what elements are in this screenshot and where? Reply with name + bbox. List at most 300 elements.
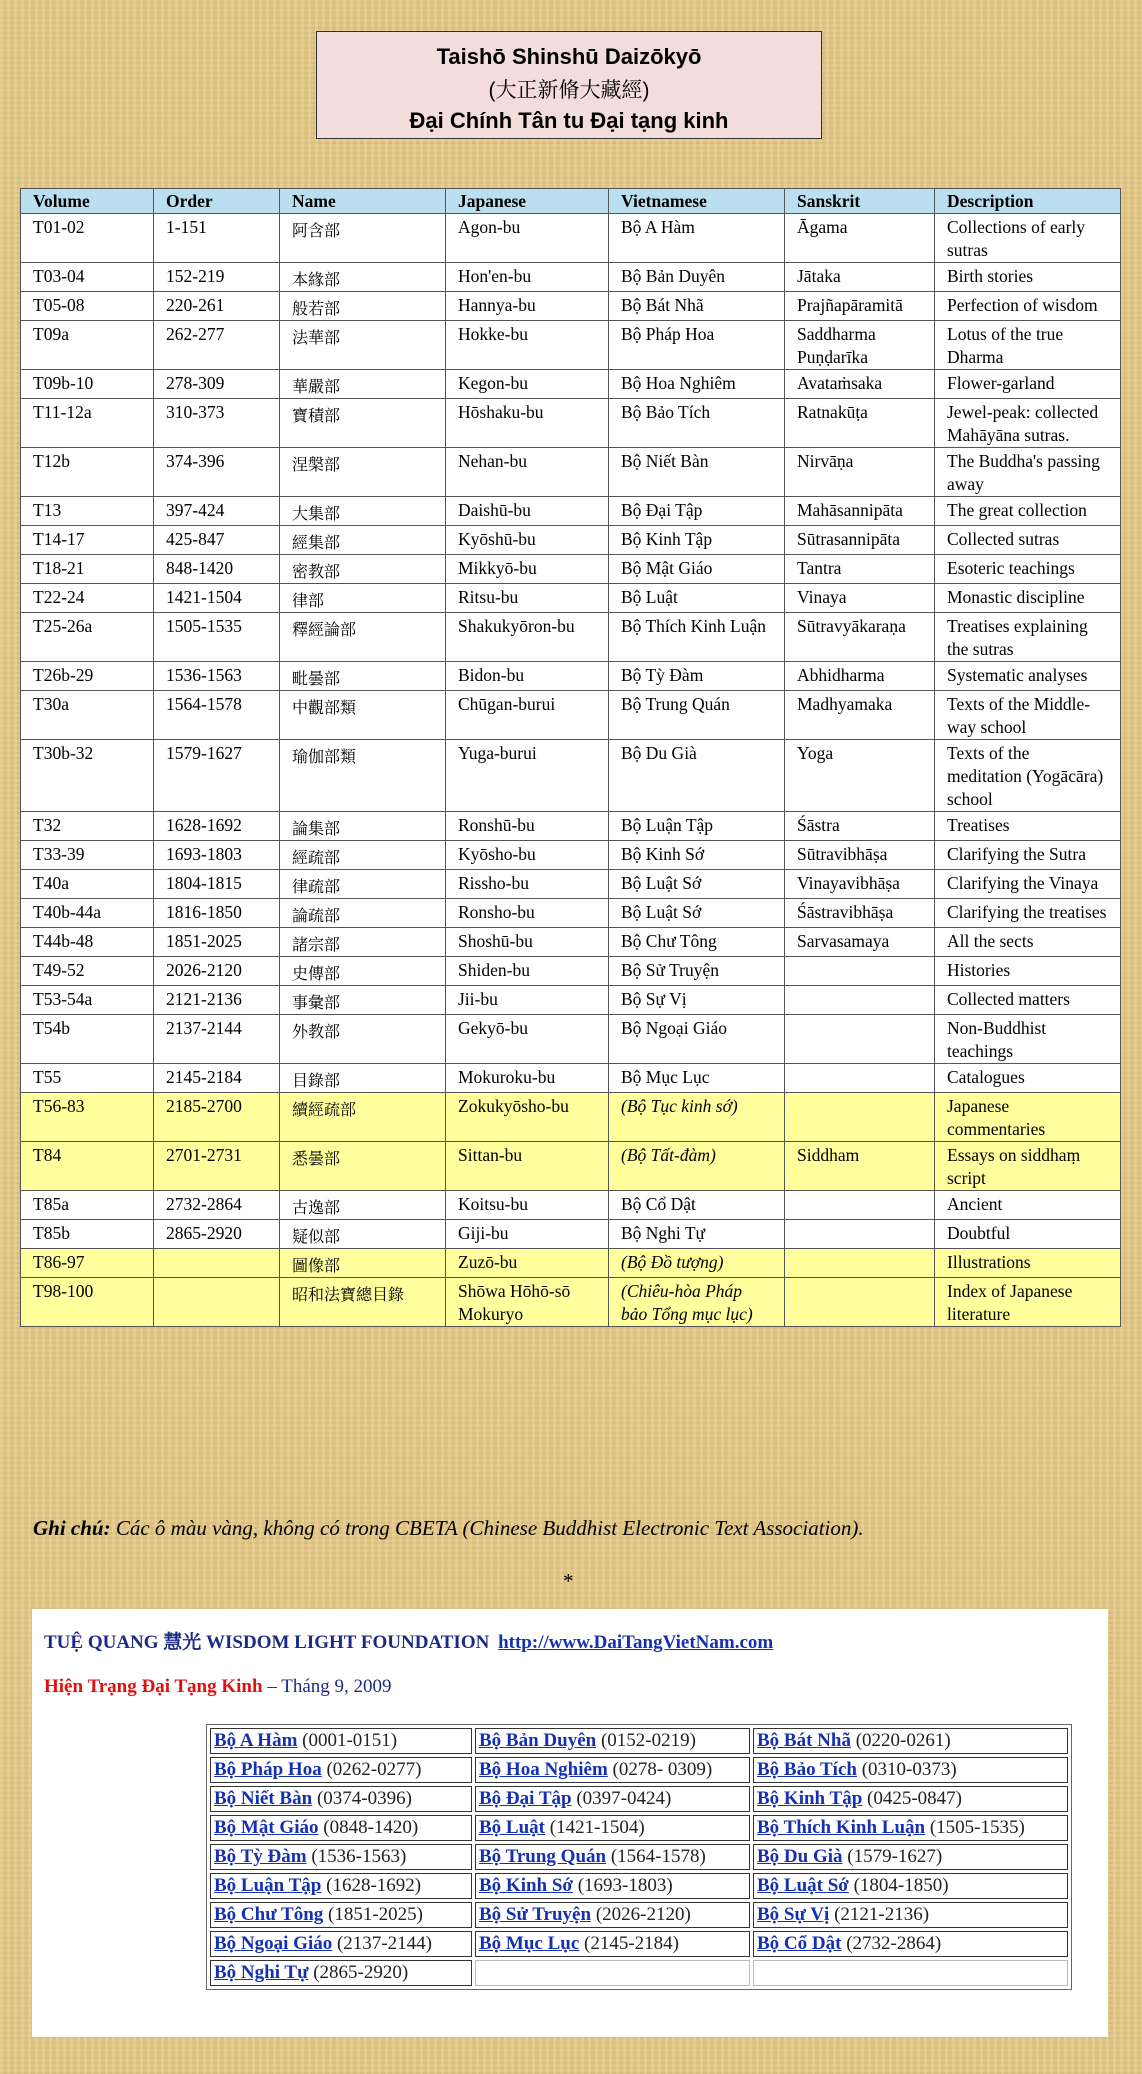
cell-vietnamese: (Bộ Đồ tượng) xyxy=(609,1249,785,1278)
table-row xyxy=(21,899,1121,928)
cell-vietnamese: Bộ Sự Vị xyxy=(609,986,785,1015)
cell-japanese: Shiden-bu xyxy=(446,957,609,986)
cell-volume: T18-21 xyxy=(21,555,154,584)
cell-name: 經疏部 xyxy=(280,841,446,870)
index-range: (0848-1420) xyxy=(323,1817,419,1838)
cell-order: 1536-1563 xyxy=(154,662,280,691)
index-link[interactable]: Bộ Kinh Sớ xyxy=(479,1875,573,1896)
table-row xyxy=(21,214,1121,263)
column-header: Description xyxy=(935,189,1121,214)
table-header-row xyxy=(21,189,1121,214)
cell-volume: T09a xyxy=(21,321,154,370)
cell-vietnamese: Bộ Luận Tập xyxy=(609,812,785,841)
index-link[interactable]: Bộ Kinh Tập xyxy=(757,1788,863,1809)
cell-order: 1505-1535 xyxy=(154,613,280,662)
table-row xyxy=(21,812,1121,841)
table-row xyxy=(21,399,1121,448)
cell-japanese: Hōshaku-bu xyxy=(446,399,609,448)
table-row xyxy=(21,1015,1121,1064)
cell-japanese: Shakukyōron-bu xyxy=(446,613,609,662)
cell-sanskrit: Śāstra xyxy=(785,812,935,841)
cell-volume: T25-26a xyxy=(21,613,154,662)
cell-volume: T86-97 xyxy=(21,1249,154,1278)
cell-japanese: Kyōshū-bu xyxy=(446,526,609,555)
index-range: (1851-2025) xyxy=(328,1904,423,1925)
cell-description: Clarifying the Sutra xyxy=(935,841,1121,870)
cell-name: 毗曇部 xyxy=(280,662,446,691)
table-row xyxy=(21,263,1121,292)
table-row xyxy=(21,613,1121,662)
cell-description: Texts of the Middle-way school xyxy=(935,691,1121,740)
index-range: (1536-1563) xyxy=(311,1846,407,1867)
cell-name: 外教部 xyxy=(280,1015,446,1064)
cell-sanskrit xyxy=(785,1064,935,1093)
cell-vietnamese: Bộ Trung Quán xyxy=(609,691,785,740)
cell-description: Collections of early sutras xyxy=(935,214,1121,263)
cell-vietnamese: (Bộ Tục kinh sớ) xyxy=(609,1093,785,1142)
title-romaji: Taishō Shinshū Daizōkyō xyxy=(436,44,702,69)
index-cell xyxy=(475,1757,750,1783)
cell-vietnamese: Bộ Đại Tập xyxy=(609,497,785,526)
index-cell xyxy=(753,1931,1068,1957)
index-range: (0001-0151) xyxy=(302,1730,398,1751)
cell-description: Non-Buddhist teachings xyxy=(935,1015,1121,1064)
cell-description: Lotus of the true Dharma xyxy=(935,321,1121,370)
table-row xyxy=(21,691,1121,740)
cell-japanese: Kegon-bu xyxy=(446,370,609,399)
index-range: (0397-0424) xyxy=(576,1788,672,1809)
cell-volume: T49-52 xyxy=(21,957,154,986)
index-range: (1421-1504) xyxy=(549,1817,645,1838)
cell-order: 1564-1578 xyxy=(154,691,280,740)
index-link[interactable]: Bộ Luật Sớ xyxy=(757,1875,849,1896)
cell-description: Ancient xyxy=(935,1191,1121,1220)
cell-description: Birth stories xyxy=(935,263,1121,292)
index-row xyxy=(210,1815,1068,1841)
index-cell xyxy=(475,1728,750,1754)
cell-order: 2145-2184 xyxy=(154,1064,280,1093)
cell-vietnamese: Bộ Nghi Tự xyxy=(609,1220,785,1249)
table-row xyxy=(21,1191,1121,1220)
index-cell xyxy=(210,1902,472,1928)
index-range: (2865-2920) xyxy=(313,1962,409,1983)
cell-order: 262-277 xyxy=(154,321,280,370)
cell-japanese: Mokuroku-bu xyxy=(446,1064,609,1093)
index-range: (2026-2120) xyxy=(595,1904,691,1925)
cell-japanese: Yuga-burui xyxy=(446,740,609,812)
cell-name: 密教部 xyxy=(280,555,446,584)
title-chinese: (大正新脩大藏經) xyxy=(488,79,650,102)
table-row xyxy=(21,526,1121,555)
cell-japanese: Daishū-bu xyxy=(446,497,609,526)
status-label: Hiện Trạng Đại Tạng Kinh xyxy=(44,1676,263,1697)
index-cell xyxy=(210,1873,472,1899)
cell-japanese: Shoshū-bu xyxy=(446,928,609,957)
table-row xyxy=(21,321,1121,370)
cell-volume: T14-17 xyxy=(21,526,154,555)
cell-name: 阿含部 xyxy=(280,214,446,263)
cell-volume: T03-04 xyxy=(21,263,154,292)
cell-volume: T33-39 xyxy=(21,841,154,870)
cell-japanese: Koitsu-bu xyxy=(446,1191,609,1220)
index-link[interactable]: Bộ Luật xyxy=(479,1817,545,1838)
cell-order xyxy=(154,1278,280,1327)
index-range: (0262-0277) xyxy=(326,1759,422,1780)
index-cell xyxy=(475,1902,750,1928)
cell-name: 法華部 xyxy=(280,321,446,370)
cell-order: 310-373 xyxy=(154,399,280,448)
cell-volume: T12b xyxy=(21,448,154,497)
cell-sanskrit: Avataṁsaka xyxy=(785,370,935,399)
cell-volume: T40b-44a xyxy=(21,899,154,928)
cell-order: 1816-1850 xyxy=(154,899,280,928)
cell-name: 律疏部 xyxy=(280,870,446,899)
cell-vietnamese: Bộ Chư Tông xyxy=(609,928,785,957)
cell-sanskrit xyxy=(785,986,935,1015)
cell-name: 昭和法寶總目錄 xyxy=(280,1278,446,1327)
cell-name: 寶積部 xyxy=(280,399,446,448)
cell-description: The Buddha's passing away xyxy=(935,448,1121,497)
cell-order: 425-847 xyxy=(154,526,280,555)
index-link[interactable]: Bộ Sử Truyện xyxy=(479,1904,592,1925)
cell-japanese: Hokke-bu xyxy=(446,321,609,370)
index-range: (1579-1627) xyxy=(847,1846,943,1867)
index-link[interactable]: Bộ Hoa Nghiêm xyxy=(479,1759,608,1780)
column-header: Volume xyxy=(21,189,154,214)
cell-description: Clarifying the treatises xyxy=(935,899,1121,928)
index-cell xyxy=(210,1960,472,1986)
cell-order: 2026-2120 xyxy=(154,957,280,986)
table-row xyxy=(21,370,1121,399)
cell-description: Catalogues xyxy=(935,1064,1121,1093)
cell-vietnamese: Bộ A Hàm xyxy=(609,214,785,263)
column-header: Name xyxy=(280,189,446,214)
cell-order: 2185-2700 xyxy=(154,1093,280,1142)
cell-japanese: Hannya-bu xyxy=(446,292,609,321)
index-cell xyxy=(210,1931,472,1957)
cell-description: Perfection of wisdom xyxy=(935,292,1121,321)
cell-description: All the sects xyxy=(935,928,1121,957)
cell-description: The great collection xyxy=(935,497,1121,526)
table-row xyxy=(21,1064,1121,1093)
index-cell xyxy=(753,1873,1068,1899)
cell-volume: T55 xyxy=(21,1064,154,1093)
cell-description: Index of Japanese literature xyxy=(935,1278,1121,1327)
index-range: (1693-1803) xyxy=(577,1875,673,1896)
index-link[interactable]: Bộ Đại Tập xyxy=(479,1788,572,1809)
cell-sanskrit xyxy=(785,1249,935,1278)
cell-vietnamese: Bộ Ngoại Giáo xyxy=(609,1015,785,1064)
cell-japanese: Jii-bu xyxy=(446,986,609,1015)
index-cell xyxy=(753,1902,1068,1928)
index-cell xyxy=(475,1844,750,1870)
index-cell xyxy=(210,1786,472,1812)
index-row xyxy=(210,1873,1068,1899)
cell-order: 1-151 xyxy=(154,214,280,263)
cell-sanskrit: Śāstravibhāṣa xyxy=(785,899,935,928)
cell-order: 278-309 xyxy=(154,370,280,399)
cell-japanese: Ritsu-bu xyxy=(446,584,609,613)
index-link[interactable]: Bộ Luận Tập xyxy=(214,1875,322,1896)
column-header: Japanese xyxy=(446,189,609,214)
cell-japanese: Nehan-bu xyxy=(446,448,609,497)
index-link[interactable]: Bộ A Hàm xyxy=(214,1730,298,1751)
table-row xyxy=(21,497,1121,526)
cell-vietnamese: Bộ Kinh Sớ xyxy=(609,841,785,870)
cell-japanese: Sittan-bu xyxy=(446,1142,609,1191)
cell-sanskrit: Tantra xyxy=(785,555,935,584)
cell-sanskrit: Yoga xyxy=(785,740,935,812)
cell-name: 諸宗部 xyxy=(280,928,446,957)
index-range: (2121-2136) xyxy=(834,1904,930,1925)
cell-vietnamese: (Chiêu-hòa Pháp bảo Tổng mục lục) xyxy=(609,1278,785,1327)
cell-vietnamese: Bộ Thích Kinh Luận xyxy=(609,613,785,662)
cell-description: Treatises explaining the sutras xyxy=(935,613,1121,662)
cell-order: 152-219 xyxy=(154,263,280,292)
cell-vietnamese: Bộ Luật Sớ xyxy=(609,899,785,928)
index-link[interactable]: Bộ Bảo Tích xyxy=(757,1759,857,1780)
cell-volume: T98-100 xyxy=(21,1278,154,1327)
index-link[interactable]: Bộ Du Già xyxy=(757,1846,843,1867)
index-range: (2732-2864) xyxy=(846,1933,942,1954)
cell-sanskrit: Prajñapāramitā xyxy=(785,292,935,321)
index-row xyxy=(210,1902,1068,1928)
cell-name: 續經疏部 xyxy=(280,1093,446,1142)
cell-sanskrit: Sūtrasannipāta xyxy=(785,526,935,555)
table-row xyxy=(21,740,1121,812)
cell-volume: T30a xyxy=(21,691,154,740)
cell-order: 1628-1692 xyxy=(154,812,280,841)
table-row xyxy=(21,957,1121,986)
index-link[interactable]: Bộ Niết Bàn xyxy=(214,1788,313,1809)
table-row xyxy=(21,448,1121,497)
status-line xyxy=(44,1676,392,1698)
cell-sanskrit xyxy=(785,1278,935,1327)
cell-volume: T84 xyxy=(21,1142,154,1191)
cell-japanese: Giji-bu xyxy=(446,1220,609,1249)
cell-sanskrit: Sūtravyākaraṇa xyxy=(785,613,935,662)
cell-sanskrit: Ratnakūṭa xyxy=(785,399,935,448)
cell-volume: T53-54a xyxy=(21,986,154,1015)
index-row xyxy=(210,1786,1068,1812)
cell-volume: T54b xyxy=(21,1015,154,1064)
index-link[interactable]: Bộ Mật Giáo xyxy=(214,1817,319,1838)
index-range: (1804-1850) xyxy=(853,1875,949,1896)
cell-vietnamese: Bộ Luật xyxy=(609,584,785,613)
cell-volume: T26b-29 xyxy=(21,662,154,691)
cell-japanese: Agon-bu xyxy=(446,214,609,263)
cell-order: 2121-2136 xyxy=(154,986,280,1015)
index-link[interactable]: Bộ Tỳ Đàm xyxy=(214,1846,307,1867)
table-row xyxy=(21,1142,1121,1191)
cell-vietnamese: Bộ Tỳ Đàm xyxy=(609,662,785,691)
cell-order: 1693-1803 xyxy=(154,841,280,870)
footnote-label: Ghi chú: xyxy=(33,1516,111,1540)
cell-sanskrit: Jātaka xyxy=(785,263,935,292)
footnote xyxy=(33,1516,1113,1541)
cell-vietnamese: Bộ Luật Sớ xyxy=(609,870,785,899)
cell-vietnamese: Bộ Mục Lục xyxy=(609,1064,785,1093)
index-cell xyxy=(753,1786,1068,1812)
cell-sanskrit: Sūtravibhāṣa xyxy=(785,841,935,870)
cell-name: 般若部 xyxy=(280,292,446,321)
table-row xyxy=(21,1093,1121,1142)
index-cell xyxy=(475,1873,750,1899)
cell-vietnamese: Bộ Bát Nhã xyxy=(609,292,785,321)
column-header: Vietnamese xyxy=(609,189,785,214)
cell-japanese: Mikkyō-bu xyxy=(446,555,609,584)
table-row xyxy=(21,841,1121,870)
cell-sanskrit: Āgama xyxy=(785,214,935,263)
cell-description: Collected matters xyxy=(935,986,1121,1015)
index-cell xyxy=(753,1728,1068,1754)
cell-description: Flower-garland xyxy=(935,370,1121,399)
cell-vietnamese: Bộ Du Già xyxy=(609,740,785,812)
cell-order: 1579-1627 xyxy=(154,740,280,812)
cell-japanese: Zuzō-bu xyxy=(446,1249,609,1278)
footnote-text: Các ô màu vàng, không có trong CBETA (Chinese Buddhist Electronic Text Association). xyxy=(115,1516,864,1540)
table-row xyxy=(21,292,1121,321)
cell-order: 374-396 xyxy=(154,448,280,497)
title-vietnamese: Đại Chính Tân tu Đại tạng kinh xyxy=(409,108,729,133)
index-range: (0220-0261) xyxy=(855,1730,951,1751)
taisho-table xyxy=(20,188,1121,1327)
cell-volume: T40a xyxy=(21,870,154,899)
index-links-table xyxy=(206,1724,1072,1990)
table-row xyxy=(21,1249,1121,1278)
cell-japanese: Rissho-bu xyxy=(446,870,609,899)
index-row xyxy=(210,1728,1068,1754)
cell-sanskrit: Mahāsannipāta xyxy=(785,497,935,526)
cell-vietnamese: (Bộ Tất-đàm) xyxy=(609,1142,785,1191)
index-link[interactable]: Bộ Thích Kinh Luận xyxy=(757,1817,926,1838)
index-cell-empty xyxy=(753,1960,1068,1986)
index-cell xyxy=(210,1844,472,1870)
cell-name: 疑似部 xyxy=(280,1220,446,1249)
cell-name: 論集部 xyxy=(280,812,446,841)
cell-vietnamese: Bộ Hoa Nghiêm xyxy=(609,370,785,399)
cell-name: 涅槃部 xyxy=(280,448,446,497)
index-range: (1628-1692) xyxy=(326,1875,422,1896)
table-row xyxy=(21,584,1121,613)
cell-description: Texts of the meditation (Yogācāra) school xyxy=(935,740,1121,812)
cell-vietnamese: Bộ Mật Giáo xyxy=(609,555,785,584)
index-link[interactable]: Bộ Pháp Hoa xyxy=(214,1759,322,1780)
foundation-url-link[interactable]: http://www.DaiTangVietNam.com xyxy=(498,1632,774,1653)
cell-vietnamese: Bộ Kinh Tập xyxy=(609,526,785,555)
cell-name: 華嚴部 xyxy=(280,370,446,399)
cell-volume: T09b-10 xyxy=(21,370,154,399)
cell-name: 悉曇部 xyxy=(280,1142,446,1191)
cell-order: 2865-2920 xyxy=(154,1220,280,1249)
index-link[interactable]: Bộ Mục Lục xyxy=(479,1933,580,1954)
cell-japanese: Ronsho-bu xyxy=(446,899,609,928)
index-range: (0310-0373) xyxy=(861,1759,957,1780)
cell-sanskrit xyxy=(785,1015,935,1064)
cell-sanskrit xyxy=(785,1093,935,1142)
cell-vietnamese: Bộ Niết Bàn xyxy=(609,448,785,497)
cell-name: 釋經論部 xyxy=(280,613,446,662)
cell-order: 1804-1815 xyxy=(154,870,280,899)
index-row xyxy=(210,1931,1068,1957)
cell-volume: T85a xyxy=(21,1191,154,1220)
cell-volume: T01-02 xyxy=(21,214,154,263)
cell-sanskrit xyxy=(785,1191,935,1220)
cell-name: 瑜伽部類 xyxy=(280,740,446,812)
cell-order: 1851-2025 xyxy=(154,928,280,957)
cell-sanskrit xyxy=(785,957,935,986)
index-cell xyxy=(753,1757,1068,1783)
cell-vietnamese: Bộ Sử Truyện xyxy=(609,957,785,986)
index-cell xyxy=(475,1786,750,1812)
index-cell xyxy=(210,1757,472,1783)
index-link[interactable]: Bộ Cổ Dật xyxy=(757,1933,842,1954)
index-range: (2137-2144) xyxy=(336,1933,432,1954)
cell-name: 圖像部 xyxy=(280,1249,446,1278)
cell-name: 大集部 xyxy=(280,497,446,526)
index-link[interactable]: Bộ Chư Tông xyxy=(214,1904,324,1925)
index-cell xyxy=(753,1815,1068,1841)
index-link[interactable]: Bộ Sự Vị xyxy=(757,1904,830,1925)
foundation-panel xyxy=(32,1609,1108,2037)
index-link[interactable]: Bộ Bản Duyên xyxy=(479,1730,597,1751)
cell-name: 本緣部 xyxy=(280,263,446,292)
cell-vietnamese: Bộ Pháp Hoa xyxy=(609,321,785,370)
cell-description: Clarifying the Vinaya xyxy=(935,870,1121,899)
cell-volume: T05-08 xyxy=(21,292,154,321)
cell-sanskrit: Sarvasamaya xyxy=(785,928,935,957)
cell-name: 律部 xyxy=(280,584,446,613)
cell-volume: T22-24 xyxy=(21,584,154,613)
table-row xyxy=(21,1220,1121,1249)
cell-japanese: Shōwa Hōhō-sō Mokuryo xyxy=(446,1278,609,1327)
cell-sanskrit: Saddharma Puṇḍarīka xyxy=(785,321,935,370)
cell-japanese: Gekyō-bu xyxy=(446,1015,609,1064)
index-link[interactable]: Bộ Trung Quán xyxy=(479,1846,607,1867)
cell-name: 目錄部 xyxy=(280,1064,446,1093)
cell-description: Doubtful xyxy=(935,1220,1121,1249)
cell-vietnamese: Bộ Cổ Dật xyxy=(609,1191,785,1220)
table-row xyxy=(21,870,1121,899)
cell-sanskrit: Madhyamaka xyxy=(785,691,935,740)
index-range: (0374-0396) xyxy=(316,1788,412,1809)
index-range: (2145-2184) xyxy=(584,1933,680,1954)
foundation-heading xyxy=(44,1627,773,1654)
column-header: Sanskrit xyxy=(785,189,935,214)
index-link[interactable]: Bộ Bát Nhã xyxy=(757,1730,851,1751)
column-header: Order xyxy=(154,189,280,214)
index-cell xyxy=(210,1728,472,1754)
cell-description: Systematic analyses xyxy=(935,662,1121,691)
index-row xyxy=(210,1757,1068,1783)
cell-vietnamese: Bộ Bảo Tích xyxy=(609,399,785,448)
cell-sanskrit: Nirvāṇa xyxy=(785,448,935,497)
cell-description: Monastic discipline xyxy=(935,584,1121,613)
index-link[interactable]: Bộ Ngoại Giáo xyxy=(214,1933,333,1954)
cell-sanskrit: Siddham xyxy=(785,1142,935,1191)
cell-description: Collected sutras xyxy=(935,526,1121,555)
cell-description: Japanese commentaries xyxy=(935,1093,1121,1142)
index-range: (0278- 0309) xyxy=(612,1759,713,1780)
cell-japanese: Ronshū-bu xyxy=(446,812,609,841)
table-row xyxy=(21,986,1121,1015)
cell-description: Jewel-peak: collected Mahāyāna sutras. xyxy=(935,399,1121,448)
cell-description: Essays on siddhaṃ script xyxy=(935,1142,1121,1191)
cell-name: 古逸部 xyxy=(280,1191,446,1220)
index-link[interactable]: Bộ Nghi Tự xyxy=(214,1962,309,1983)
cell-volume: T11-12a xyxy=(21,399,154,448)
index-cell xyxy=(475,1815,750,1841)
